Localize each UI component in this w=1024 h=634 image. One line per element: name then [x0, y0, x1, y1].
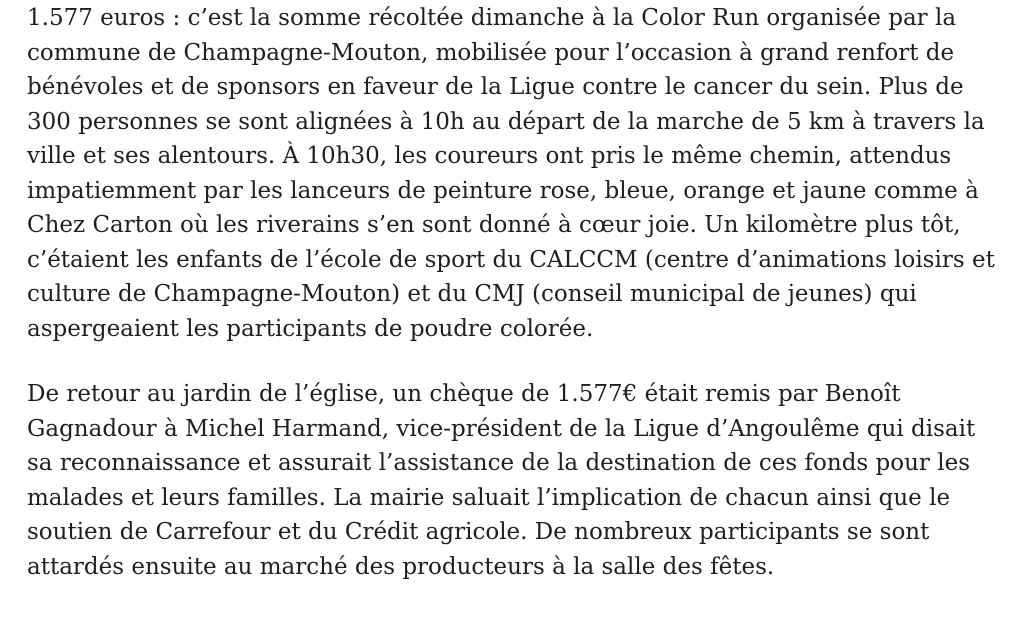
paragraph-line: De retour au jardin de l’église, un chèque de 1.577€ était remis par Benoît: [27, 381, 901, 407]
paragraph-line: c’étaient les enfants de l’école de sport du CALCCM (centre d’animations loisirs et: [27, 246, 995, 273]
paragraph-line: ville et ses alentours. À 10h30, les coureurs ont pris le même chemin, attendus: [27, 143, 952, 169]
paragraph-line: attardés ensuite au marché des producteurs à la salle des fêtes.: [27, 553, 775, 580]
paragraph-line: culture de Champagne-Mouton) et du CMJ (conseil municipal de jeunes) qui: [27, 281, 917, 307]
paragraph-line: Gagnadour à Michel Harmand, vice-président de la Ligue d’Angoulême qui disait: [27, 415, 976, 442]
paragraph-line: aspergeaient les participants de poudre colorée.: [27, 315, 594, 342]
paragraph-2: [27, 377, 987, 584]
paragraph-line: soutien de Carrefour et du Crédit agricole. De nombreux participants se sont: [27, 519, 930, 545]
paragraph-line: 1.577 euros : c’est la somme récoltée dimanche à la Color Run organisée par la: [27, 5, 957, 31]
article-body: [27, 1, 995, 584]
paragraph-line: malades et leurs familles. La mairie saluait l’implication de chacun ainsi que le: [27, 484, 951, 511]
paragraph-line: 300 personnes se sont alignées à 10h au départ de la marche de 5 km à travers la: [27, 108, 985, 135]
paragraph-line: impatiemment par les lanceurs de peinture rose, bleue, orange et jaune comme à: [27, 177, 979, 204]
paragraph-line: sa reconnaissance et assurait l’assistance de la destination de ces fonds pour les: [27, 450, 970, 476]
paragraph-line: Chez Carton où les riverains s’en sont donné à cœur joie. Un kilomètre plus tôt,: [27, 212, 961, 238]
paragraph-1: [27, 1, 995, 346]
paragraph-line: bénévoles et de sponsors en faveur de la Ligue contre le cancer du sein. Plus de: [27, 74, 964, 100]
paragraph-line: commune de Champagne-Mouton, mobilisée pour l’occasion à grand renfort de: [27, 39, 955, 66]
